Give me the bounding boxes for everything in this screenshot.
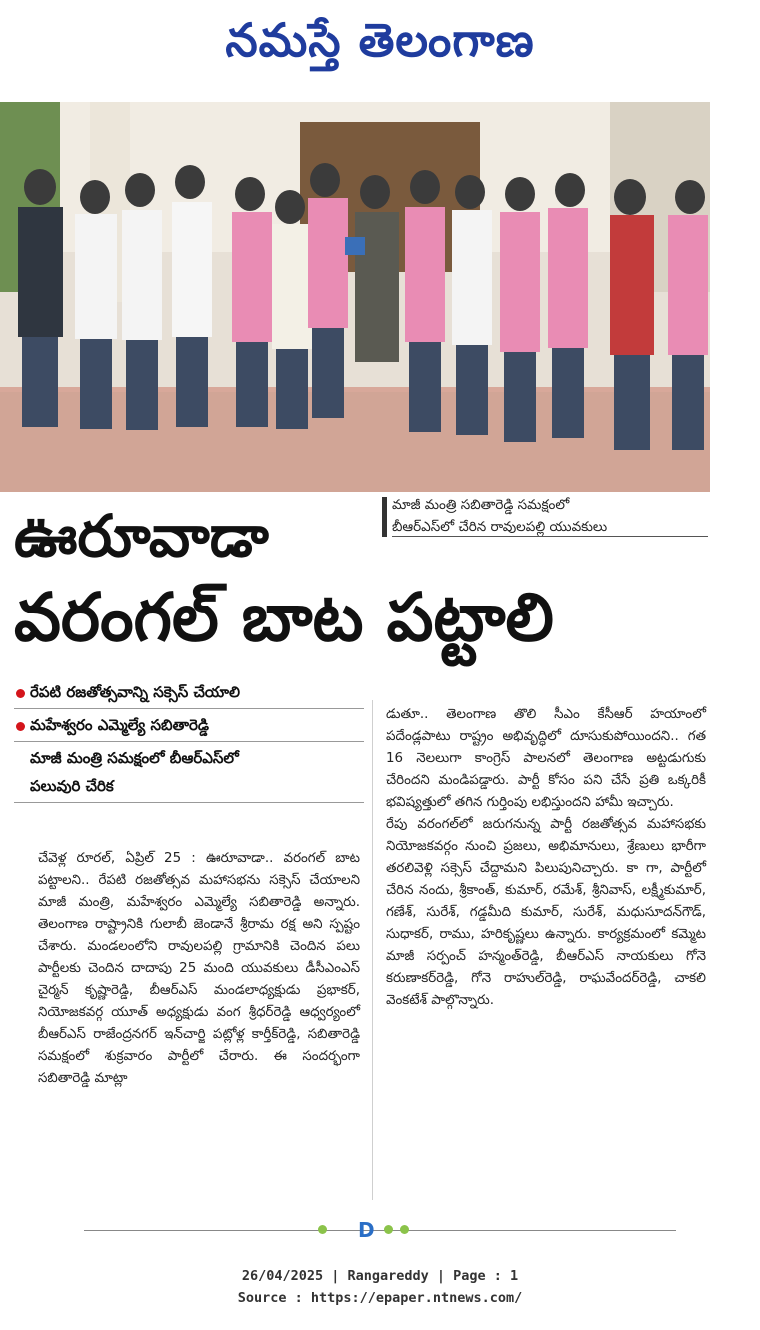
footer-dot-icon	[318, 1225, 327, 1234]
article-paragraph: డుతూ.. తెలంగాణ తొలి సీఎం కేసీఆర్ హయాంలో పదేండ్లపాటు రాష్ట్రం అభివృద్ధిలో దూసుకుపోయిందని.. గత 16 నెలలుగా కాంగ్రెస్ పాలనలో తెలంగాణ అట్టడుగుకు చేరిందని మండిపడ్డారు. పార్టీ కోసం పని చేసే ప్రతి ఒక్కరికీ భవిష్యత్తులో తగిన గుర్తింపు లభిస్తుందని హామీ ఇచ్చారు.	[386, 707, 706, 810]
edition-info: 26/04/2025 | Rangareddy | Page : 1	[241, 1268, 519, 1284]
headline-line-1: ఊరూవాడా	[14, 502, 269, 570]
footer-dot-icon	[384, 1225, 393, 1234]
bullet-item: రేపటి రజతోత్సవాన్ని సక్సెస్ చేయాలి	[14, 676, 364, 709]
newspaper-masthead: నమస్తే తెలంగాణ	[225, 13, 535, 67]
highlight-bullets	[14, 676, 364, 803]
article-column-right	[386, 704, 706, 1012]
article-paragraph: రేపు వరంగల్‌లో జరుగనున్న పార్టీ రజతోత్సవ మహాసభకు నియోజకవర్గం నుంచి ప్రజలు, అభిమానులు, శ్రేణులు భారీగా తరలివెళ్లి సక్సెస్ చేద్దామని పిలుపునిచ్చారు. కా గా, పార్టీలో చేరిన నందు, శ్రీకాంత్, కుమార్, రమేశ్, శ్రీనివాస్, లక్ష్మీకుమార్, గణేశ్, సురేశ్, గడ్డమీది కుమార్, సురేశ్, మధుసూదన్‌గౌడ్, సుధాకర్, రాము, హరికృష్ణలు ఉన్నారు. కార్యక్రమంలో కమ్మెట మాజీ సర్పంచ్ హన్మంత్‌రెడ్డి, బీఆర్ఎస్ నాయకులు గోనె కరుణాకర్‌రెడ్డి, గోనె రాహుల్‌రెడ్డి, రాఘవేందర్‌రెడ్డి, చాకలి వెంకటేశ్ పాల్గొన్నారు.	[386, 817, 706, 1008]
source-link[interactable]: Source : https://epaper.ntnews.com/	[237, 1290, 523, 1306]
article-paragraph: చేవెళ్ల రూరల్, ఏప్రిల్ 25 : ఊరూవాడా.. వరంగల్ బాట పట్టాలని.. రేపటి రజతోత్సవ మహాసభను సక్సెస్ చేయాలని మాజీ మంత్రి, మహేశ్వరం ఎమ్మెల్యే సబితారెడ్డి అన్నారు. తెలంగాణ రాష్ట్రానికి గులాబీ జెండానే శ్రీరామ రక్ష అని స్పష్టం చేశారు. మండలంలోని రావులపల్లి గ్రామానికి చెందిన పలు పార్టీలకు చెందిన దాదాపు 25 మంది యువకులు డీసీఎంఎస్ చైర్మన్ కృష్ణారెడ్డి, బీఆర్ఎస్ మండలాధ్యక్షుడు ప్రభాకర్, నియోజకవర్గ యూత్ అధ్యక్షుడు వంగ శ్రీధర్‌రెడ్డి ఆధ్వర్యంలో బీఆర్ఎస్ రాజేంద్రనగర్ ఇన్‌చార్జి పట్లోళ్ల కార్తీక్‌రెడ్డి, సబితారెడ్డి సమక్షంలో శుక్రవారం పార్టీలో చేరారు. ఈ సందర్భంగా సబితారెడ్డి మాట్లా	[38, 851, 360, 1086]
footer-divider	[84, 1230, 676, 1231]
publisher-logo-icon: D	[358, 1218, 375, 1242]
footer-dot-icon	[400, 1225, 409, 1234]
bullet-item-continuation: పలువురి చేరిక	[14, 774, 364, 803]
article-column-left	[38, 848, 360, 1090]
bullet-item: మహేశ్వరం ఎమ్మెల్యే సబితారెడ్డి	[14, 709, 364, 742]
column-divider	[372, 700, 373, 1200]
news-photo	[0, 102, 710, 492]
photo-caption-line-2: బీఆర్ఎస్‌లో చేరిన రావులపల్లి యువకులు	[392, 519, 608, 535]
group-photo-illustration	[0, 102, 710, 492]
photo-caption-line-1: మాజీ మంత్రి సబితారెడ్డి సమక్షంలో	[392, 497, 570, 513]
headline-line-2: వరంగల్ బాట పట్టాలి	[14, 579, 554, 656]
bullet-item: మాజీ మంత్రి సమక్షంలో బీఆర్ఎస్‌లో	[30, 749, 239, 767]
